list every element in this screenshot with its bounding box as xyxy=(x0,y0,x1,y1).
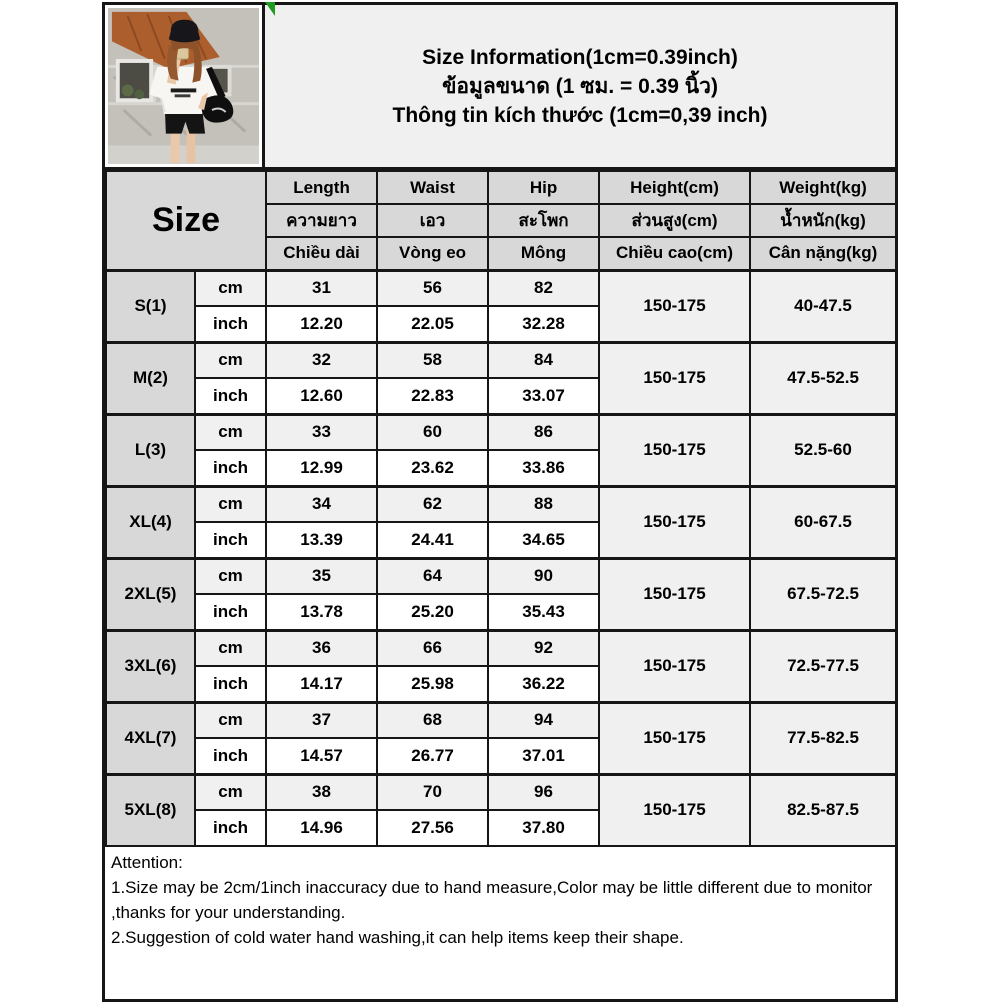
size-header: Size xyxy=(106,171,266,270)
unit-label: inch xyxy=(195,594,266,630)
value-cell: 37 xyxy=(266,702,377,738)
title-block xyxy=(265,5,895,167)
value-cell: 36 xyxy=(266,630,377,666)
green-corner-marker xyxy=(265,2,275,16)
value-cell: 86 xyxy=(488,414,599,450)
height-cell: 150-175 xyxy=(599,486,750,558)
col-header-length-th: ความยาว xyxy=(266,204,377,237)
weight-cell: 47.5-52.5 xyxy=(750,342,896,414)
unit-label: cm xyxy=(195,558,266,594)
col-header-height-th: ส่วนสูง(cm) xyxy=(599,204,750,237)
table-row xyxy=(106,414,896,450)
value-cell: 94 xyxy=(488,702,599,738)
title-thai: ข้อมูลขนาด (1 ซม. = 0.39 นิ้ว) xyxy=(442,74,718,98)
value-cell: 22.83 xyxy=(377,378,488,414)
value-cell: 33.86 xyxy=(488,450,599,486)
col-header-weight-vi: Cân nặng(kg) xyxy=(750,237,896,270)
unit-label: cm xyxy=(195,774,266,810)
value-cell: 22.05 xyxy=(377,306,488,342)
size-label: 2XL(5) xyxy=(106,558,195,630)
value-cell: 32.28 xyxy=(488,306,599,342)
value-cell: 12.20 xyxy=(266,306,377,342)
weight-cell: 72.5-77.5 xyxy=(750,630,896,702)
unit-label: inch xyxy=(195,738,266,774)
header-row-en xyxy=(106,171,896,204)
value-cell: 23.62 xyxy=(377,450,488,486)
value-cell: 84 xyxy=(488,342,599,378)
unit-label: cm xyxy=(195,342,266,378)
col-header-height-vi: Chiều cao(cm) xyxy=(599,237,750,270)
product-photo xyxy=(105,5,265,167)
unit-label: inch xyxy=(195,666,266,702)
value-cell: 34.65 xyxy=(488,522,599,558)
unit-label: cm xyxy=(195,270,266,306)
height-cell: 150-175 xyxy=(599,342,750,414)
table-row xyxy=(106,630,896,666)
table-row xyxy=(106,342,896,378)
value-cell: 25.20 xyxy=(377,594,488,630)
value-cell: 32 xyxy=(266,342,377,378)
value-cell: 25.98 xyxy=(377,666,488,702)
value-cell: 13.78 xyxy=(266,594,377,630)
weight-cell: 40-47.5 xyxy=(750,270,896,342)
value-cell: 31 xyxy=(266,270,377,306)
weight-cell: 77.5-82.5 xyxy=(750,702,896,774)
height-cell: 150-175 xyxy=(599,774,750,846)
size-table xyxy=(105,170,897,847)
col-header-length-vi: Chiều dài xyxy=(266,237,377,270)
col-header-waist-en: Waist xyxy=(377,171,488,204)
height-cell: 150-175 xyxy=(599,630,750,702)
value-cell: 58 xyxy=(377,342,488,378)
col-header-waist-th: เอว xyxy=(377,204,488,237)
unit-label: cm xyxy=(195,486,266,522)
attention-line-1: 1.Size may be 2cm/1inch inaccuracy due to hand measure,Color may be little different due to monitor ,thanks for your understanding. xyxy=(111,878,873,922)
value-cell: 33.07 xyxy=(488,378,599,414)
value-cell: 14.96 xyxy=(266,810,377,846)
col-header-height-en: Height(cm) xyxy=(599,171,750,204)
banner xyxy=(105,5,895,170)
value-cell: 38 xyxy=(266,774,377,810)
unit-label: inch xyxy=(195,522,266,558)
value-cell: 96 xyxy=(488,774,599,810)
value-cell: 60 xyxy=(377,414,488,450)
value-cell: 35 xyxy=(266,558,377,594)
col-header-hip-en: Hip xyxy=(488,171,599,204)
title-english: Size Information(1cm=0.39inch) xyxy=(422,45,738,69)
height-cell: 150-175 xyxy=(599,702,750,774)
table-row xyxy=(106,558,896,594)
unit-label: inch xyxy=(195,378,266,414)
unit-label: cm xyxy=(195,414,266,450)
value-cell: 88 xyxy=(488,486,599,522)
value-cell: 70 xyxy=(377,774,488,810)
value-cell: 64 xyxy=(377,558,488,594)
size-label: XL(4) xyxy=(106,486,195,558)
col-header-hip-vi: Mông xyxy=(488,237,599,270)
col-header-weight-en: Weight(kg) xyxy=(750,171,896,204)
size-label: 5XL(8) xyxy=(106,774,195,846)
size-label: 4XL(7) xyxy=(106,702,195,774)
attention-line-2: 2.Suggestion of cold water hand washing,it can help items keep their shape. xyxy=(111,928,684,947)
value-cell: 12.60 xyxy=(266,378,377,414)
col-header-hip-th: สะโพก xyxy=(488,204,599,237)
value-cell: 66 xyxy=(377,630,488,666)
title-vietnamese: Thông tin kích thước (1cm=0,39 inch) xyxy=(392,103,768,127)
table-row xyxy=(106,702,896,738)
unit-label: inch xyxy=(195,306,266,342)
unit-label: cm xyxy=(195,630,266,666)
value-cell: 26.77 xyxy=(377,738,488,774)
col-header-waist-vi: Vòng eo xyxy=(377,237,488,270)
height-cell: 150-175 xyxy=(599,414,750,486)
value-cell: 82 xyxy=(488,270,599,306)
unit-label: inch xyxy=(195,810,266,846)
value-cell: 35.43 xyxy=(488,594,599,630)
value-cell: 92 xyxy=(488,630,599,666)
size-chart-sheet xyxy=(102,2,898,1002)
unit-label: cm xyxy=(195,702,266,738)
height-cell: 150-175 xyxy=(599,558,750,630)
value-cell: 14.57 xyxy=(266,738,377,774)
weight-cell: 82.5-87.5 xyxy=(750,774,896,846)
value-cell: 37.01 xyxy=(488,738,599,774)
weight-cell: 67.5-72.5 xyxy=(750,558,896,630)
size-label: 3XL(6) xyxy=(106,630,195,702)
value-cell: 33 xyxy=(266,414,377,450)
table-row xyxy=(106,486,896,522)
value-cell: 68 xyxy=(377,702,488,738)
col-header-length-en: Length xyxy=(266,171,377,204)
weight-cell: 52.5-60 xyxy=(750,414,896,486)
value-cell: 37.80 xyxy=(488,810,599,846)
weight-cell: 60-67.5 xyxy=(750,486,896,558)
attention-title: Attention: xyxy=(111,853,183,872)
value-cell: 62 xyxy=(377,486,488,522)
size-label: S(1) xyxy=(106,270,195,342)
height-cell: 150-175 xyxy=(599,270,750,342)
value-cell: 13.39 xyxy=(266,522,377,558)
value-cell: 24.41 xyxy=(377,522,488,558)
model-photo-illustration xyxy=(108,8,259,164)
attention-notes xyxy=(105,847,895,999)
value-cell: 14.17 xyxy=(266,666,377,702)
table-row xyxy=(106,270,896,306)
value-cell: 34 xyxy=(266,486,377,522)
col-header-weight-th: น้ำหนัก(kg) xyxy=(750,204,896,237)
size-label: M(2) xyxy=(106,342,195,414)
value-cell: 12.99 xyxy=(266,450,377,486)
value-cell: 27.56 xyxy=(377,810,488,846)
value-cell: 36.22 xyxy=(488,666,599,702)
table-row xyxy=(106,774,896,810)
value-cell: 90 xyxy=(488,558,599,594)
value-cell: 56 xyxy=(377,270,488,306)
size-label: L(3) xyxy=(106,414,195,486)
unit-label: inch xyxy=(195,450,266,486)
